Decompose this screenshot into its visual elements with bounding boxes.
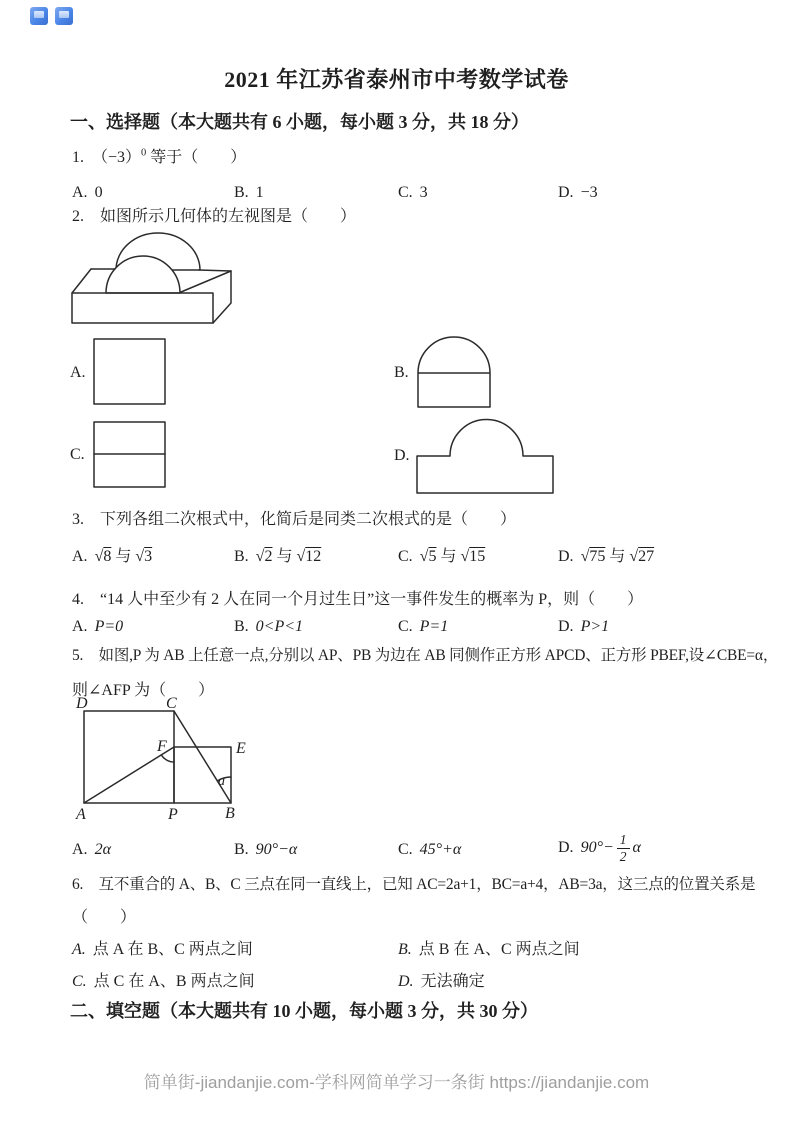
- radicand: 12: [305, 548, 322, 565]
- q4-option-b: [234, 618, 303, 636]
- q5-figure-squares: [70, 692, 255, 827]
- option-text: 0<P<1: [255, 618, 304, 635]
- option-label: A.: [72, 941, 86, 958]
- option-text: 90°−α: [255, 841, 298, 858]
- q6-options-row2: [72, 968, 752, 992]
- option-label: D.: [558, 618, 574, 635]
- q5-option-b: [234, 841, 297, 859]
- option-label: A.: [72, 841, 88, 858]
- label-P: P: [168, 806, 178, 823]
- radicand: 2: [264, 548, 273, 565]
- question-6-line1: 6. 互不重合的 A、B、C 三点在同一直线上，已知 AC=2a+1，BC=a+4，AB=3a，这三点的位置关系是: [72, 876, 756, 893]
- square-APCD: [84, 711, 174, 803]
- q3-options: [72, 543, 752, 567]
- question-4-text: 4. “14 人中至少有 2 人在同一个月过生日”这一事件发生的概率为 P，则（ ）: [72, 591, 644, 608]
- q1-option-d: [558, 184, 598, 202]
- radicand: 15: [469, 548, 486, 565]
- option-label: D.: [558, 548, 574, 565]
- option-text: P>1: [580, 618, 610, 635]
- line-CB: [174, 711, 231, 803]
- q1-option-a: [72, 184, 103, 202]
- q1-option-c: [398, 184, 428, 202]
- q1-exponent: 0: [141, 147, 147, 159]
- q4-option-d: [558, 618, 609, 636]
- footer-watermark: 简单街-jiandanjie.com-学科网简单学习一条街 https://jiandanjie.com: [143, 1073, 650, 1092]
- fraction-denominator: 2: [619, 848, 627, 864]
- radicand: 5: [428, 548, 437, 565]
- option-text: 点 A 在 B、C 两点之间: [92, 941, 253, 958]
- label-D: D: [76, 695, 88, 712]
- q2-shape-b-dome-on-rect: [418, 337, 490, 407]
- radical-sign: √: [94, 548, 104, 565]
- fraction-numerator: 1: [617, 832, 630, 849]
- q2-option-a-label: A.: [70, 364, 86, 381]
- radicand: 27: [638, 548, 655, 565]
- slab-left-top-edge: [72, 269, 91, 293]
- q2-shape-d-bump-profile: [417, 420, 553, 494]
- slab-right-face-edges: [213, 271, 231, 323]
- q2-option-b-label: B.: [394, 364, 409, 381]
- and-text: 与: [609, 548, 626, 565]
- option-label: B.: [234, 841, 249, 858]
- option-label: B.: [234, 184, 249, 201]
- and-text: 与: [440, 548, 457, 565]
- option-label: C.: [398, 184, 413, 201]
- fraction: [617, 832, 630, 864]
- option-text: 0: [94, 184, 103, 201]
- q5-option-c: [398, 841, 461, 859]
- label-alpha: a: [218, 774, 225, 789]
- question-1-text: [72, 144, 246, 167]
- q3-option-d: [558, 543, 654, 566]
- label-F: F: [157, 738, 167, 755]
- q4-option-a: [72, 618, 123, 636]
- option-text: 点 B 在 A、C 两点之间: [418, 941, 580, 958]
- label-A: A: [76, 806, 86, 823]
- q2-option-d-label: D.: [394, 447, 410, 464]
- angle-arc-F: [161, 755, 174, 762]
- option-label: C.: [398, 548, 413, 565]
- page-title: 2021 年江苏省泰州市中考数学试卷: [224, 67, 569, 92]
- option-text-pre: 90°−: [580, 839, 614, 857]
- option-text: −3: [580, 184, 598, 201]
- option-text: 45°+α: [419, 841, 462, 858]
- q2-option-c-label: C.: [70, 446, 85, 463]
- q3-option-a: [72, 543, 152, 566]
- option-label: D.: [558, 184, 574, 201]
- question-5-line1: 5. 如图,P 为 AB 上任意一点,分别以 AP、PB 为边在 AB 同侧作正方形 APCD、正方形 PBEF,设∠CBE=α，: [72, 647, 779, 664]
- radicand: 3: [144, 548, 153, 565]
- radical-sign: √: [460, 548, 470, 565]
- option-label: D.: [558, 839, 574, 857]
- and-text: 与: [115, 548, 132, 565]
- line-AF: [84, 747, 174, 803]
- q5-option-d: [558, 832, 641, 864]
- radical-sign: √: [580, 548, 590, 565]
- option-label: A.: [72, 618, 88, 635]
- option-text: 点 C 在 A、B 两点之间: [93, 973, 255, 990]
- q6-option-a: [72, 936, 253, 959]
- radical-sign: √: [419, 548, 429, 565]
- radicand: 75: [589, 548, 606, 565]
- question-5-line2: 则∠AFP 为（ ）: [72, 682, 215, 699]
- label-B: B: [225, 805, 235, 822]
- radical-sign: √: [629, 548, 639, 565]
- q6-options-row1: [72, 936, 752, 960]
- question-3-text: 3. 下列各组二次根式中，化简后是同类二次根式的是（ ）: [72, 511, 517, 528]
- section1-heading: 一、选择题（本大题共有 6 小题，每小题 3 分，共 18 分）: [70, 112, 529, 132]
- option-label: D.: [398, 973, 414, 990]
- q6-option-d: [398, 968, 485, 991]
- q2-figure-3d-solid: [65, 228, 240, 328]
- q3-option-c: [398, 543, 485, 566]
- q1-option-b: [234, 184, 264, 202]
- and-text: 与: [276, 548, 293, 565]
- option-text: 1: [255, 184, 264, 201]
- q6-option-b: [398, 936, 580, 959]
- label-C: C: [166, 695, 177, 712]
- q6-option-c: [72, 968, 255, 991]
- option-label: C.: [398, 841, 413, 858]
- question-6-line2: （ ）: [72, 909, 137, 926]
- q4-options: [72, 618, 752, 642]
- q3-option-b: [234, 543, 321, 566]
- option-text-post: α: [632, 839, 641, 857]
- q1-pre: 1. （−3）: [72, 149, 142, 166]
- option-text: 3: [419, 184, 428, 201]
- slab-front-face: [72, 293, 213, 323]
- question-2-text: 2. 如图所示几何体的左视图是（ ）: [72, 208, 357, 225]
- image-placeholder-icon: [55, 7, 73, 25]
- radical-sign: √: [296, 548, 306, 565]
- slab-right-top-edge: [181, 271, 231, 292]
- q5-option-a: [72, 841, 111, 859]
- option-label: B.: [398, 941, 412, 958]
- option-label: B.: [234, 618, 249, 635]
- section2-heading: 二、填空题（本大题共有 10 小题，每小题 3 分，共 30 分）: [70, 1001, 538, 1021]
- option-label: B.: [234, 548, 249, 565]
- q2-option-shapes: [60, 332, 560, 497]
- option-text: P=0: [94, 618, 124, 635]
- q1-post: 等于（ ）: [146, 149, 247, 166]
- radical-sign: √: [135, 548, 145, 565]
- option-text: 无法确定: [420, 973, 485, 990]
- q2-shape-a-square: [94, 339, 165, 404]
- radicand: 8: [103, 548, 112, 565]
- image-placeholder-icon: [30, 7, 48, 25]
- option-label: C.: [398, 618, 413, 635]
- label-E: E: [236, 740, 246, 757]
- option-text: 2α: [94, 841, 111, 858]
- radical-sign: √: [255, 548, 265, 565]
- option-text: P=1: [419, 618, 449, 635]
- option-label: A.: [72, 184, 88, 201]
- option-label: A.: [72, 548, 88, 565]
- q4-option-c: [398, 618, 448, 636]
- option-label: C.: [72, 973, 87, 990]
